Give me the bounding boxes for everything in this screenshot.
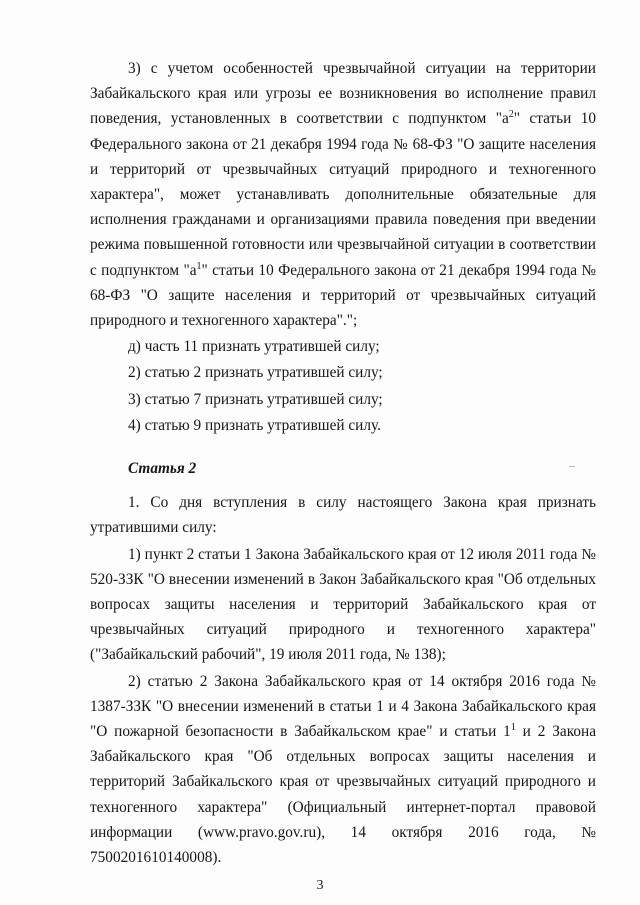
list-item-4: 4) статью 9 признать утратившей силу.: [128, 416, 381, 434]
page-number: 3: [316, 878, 324, 893]
subclause-1: 1) пункт 2 статьи 1 Закона Забайкальского края от 12 июля 2011 года № 520-ЗЗК "О внесении изменений в Закон Забайкальского края "Об отдельных вопросах защиты населения и территорий Забайкальского края от чрезвычайных ситуаций природного и техногенного характера" ("Забайкальский рабочий", 19 июля 2011 года, № 138);: [90, 545, 596, 664]
superscript: 1: [510, 722, 516, 734]
list-item-d: д) часть 11 признать утратившей силу;: [128, 338, 380, 356]
paragraph-text: 2) статью 2 Закона Забайкальского края от 14 октября 2016 года № 1387-ЗЗК "О внесении изменений в статьи 1 и 4 Закона Забайкальского края "О пожарной безопасности в Забайкальском крае" и статьи 1: [90, 672, 596, 741]
subclause-2: [90, 669, 596, 871]
clause-1: 1. Со дня вступления в силу настоящего Закона края признать утратившими силу:: [90, 494, 596, 537]
list-item-3: 3) статью 7 признать утратившей силу;: [128, 390, 383, 408]
paragraph-text: и 2 Закона Забайкальского края "Об отдельных вопросах защиты населения и территорий Забайкальского края от чрезвычайных ситуаций природного и техногенного характера" (Официальный интернет-портал правовой информации (www.pravo.gov.ru), 14 октября 2016 года, № 7500201610140008).: [90, 723, 596, 867]
superscript: 2: [508, 109, 514, 121]
article-heading: Статья 2: [128, 460, 197, 478]
list-item-2: 2) статью 2 признать утратившей силу;: [128, 364, 383, 382]
paragraph-text: " статьи 10 Федерального закона от 21 декабря 1994 года № 68-ФЗ "О защите населения и территорий от чрезвычайных ситуаций природного и техногенного характера", может устанавливать дополнительные обязательные для исполнения гражданами и организациями правила поведения при введении режима повышенной готовности или чрезвычайной ситуации в соответствии с подпунктом "а: [90, 110, 596, 279]
paragraph-text: " статьи 10 Федерального закона от 21 декабря 1994 года № 68-ФЗ "О защите населения и территорий от чрезвычайных ситуаций природного и техногенного характера".";: [90, 261, 596, 330]
paragraph-text: 3) с учетом особенностей чрезвычайной ситуации на территории Забайкальского края или угрозы ее возникновения во исполнение правил поведения, установленных в соответствии с подпунктом "а: [90, 60, 596, 128]
document-body: [90, 56, 596, 870]
superscript: 1: [196, 260, 202, 272]
scan-speck: [569, 466, 575, 467]
paragraph-subpoint-3: [90, 56, 596, 333]
